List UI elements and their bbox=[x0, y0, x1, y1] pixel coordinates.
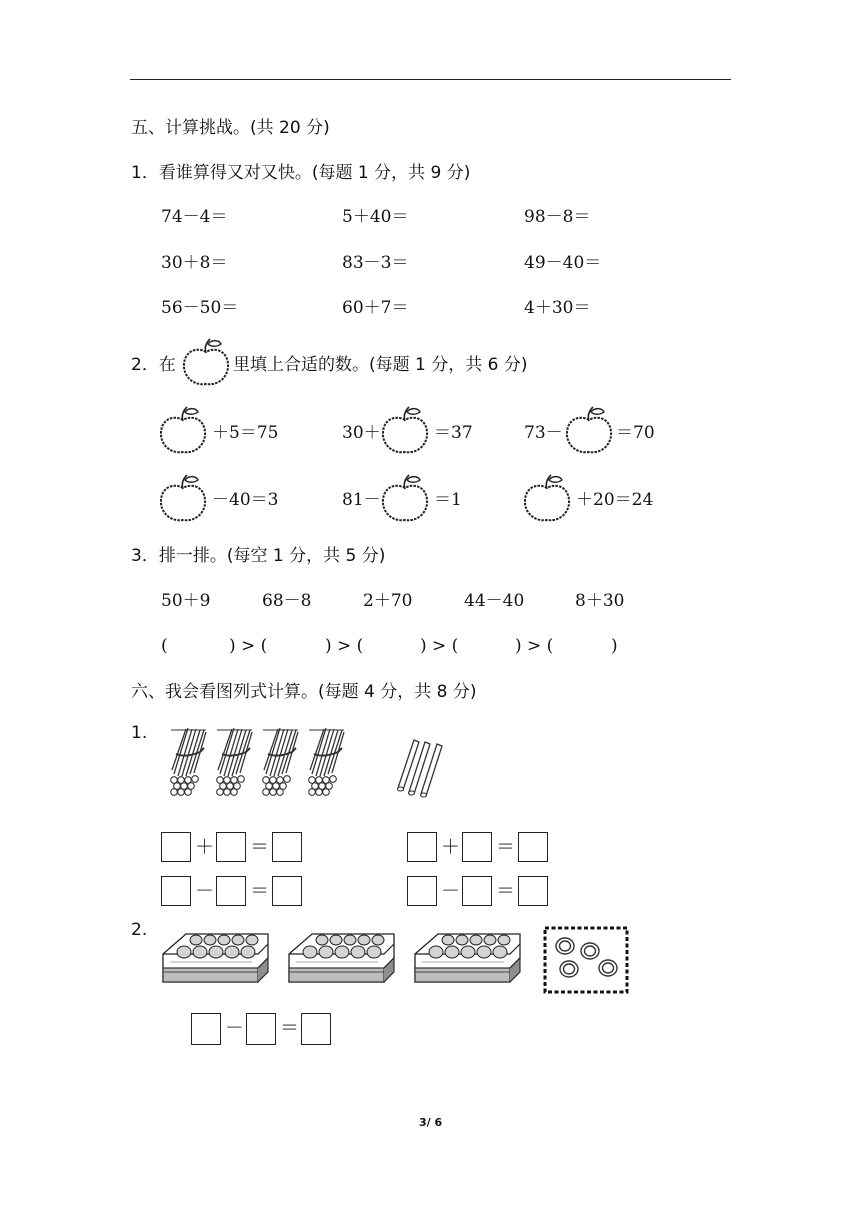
calc-item: 5＋40＝ bbox=[342, 207, 409, 227]
answer-box[interactable] bbox=[191, 1013, 221, 1045]
calc-item: 56－50＝ bbox=[161, 298, 239, 318]
answer-box[interactable] bbox=[161, 832, 191, 862]
plus-sign: ＋ bbox=[195, 836, 215, 858]
minus-sign: － bbox=[195, 880, 215, 902]
minus-sign: － bbox=[225, 1017, 245, 1039]
answer-box[interactable] bbox=[272, 876, 302, 906]
loose-eggs-box-icon bbox=[543, 926, 629, 994]
calc-item: 30＋8＝ bbox=[161, 253, 228, 273]
answer-box[interactable] bbox=[407, 832, 437, 862]
answer-box[interactable] bbox=[246, 1013, 276, 1045]
order-expression: 50＋9 bbox=[161, 591, 211, 611]
apple-icon bbox=[522, 472, 572, 524]
q2-expr-post: ＝37 bbox=[434, 423, 473, 443]
apple-icon bbox=[158, 404, 208, 456]
q2-expr-post: －40＝3 bbox=[212, 490, 279, 510]
answer-box[interactable] bbox=[216, 832, 246, 862]
order-expression: 44－40 bbox=[464, 591, 525, 611]
blank-open: ( bbox=[161, 636, 168, 656]
answer-box[interactable] bbox=[407, 876, 437, 906]
section6-title: 六、我会看图列式计算。(每题 4 分，共 8 分) bbox=[131, 682, 477, 702]
order-expression: 8＋30 bbox=[575, 591, 625, 611]
q2-title-pre: 2．在 bbox=[131, 355, 176, 375]
equals-sign: ＝ bbox=[496, 880, 516, 902]
stick-bundles-illustration bbox=[166, 724, 352, 798]
q2-expr-post: ＋20＝24 bbox=[576, 490, 654, 510]
apple-icon bbox=[564, 404, 614, 456]
blank-compare: ) > ( bbox=[420, 636, 459, 656]
s6-q2-label: 2. bbox=[131, 920, 148, 940]
blank-compare: ) > ( bbox=[229, 636, 268, 656]
answer-box[interactable] bbox=[462, 832, 492, 862]
answer-box[interactable] bbox=[272, 832, 302, 862]
equals-sign: ＝ bbox=[250, 880, 270, 902]
page-number: 3/ 6 bbox=[419, 1116, 443, 1129]
q2-expr-pre: 30＋ bbox=[342, 423, 381, 443]
calc-item: 98－8＝ bbox=[524, 207, 591, 227]
header-rule bbox=[130, 79, 731, 80]
order-expression: 68－8 bbox=[262, 591, 312, 611]
q2-expr-post: ＝1 bbox=[434, 490, 462, 510]
answer-box[interactable] bbox=[161, 876, 191, 906]
q2-expr-pre: 81－ bbox=[342, 490, 381, 510]
s6-q1-label: 1. bbox=[131, 723, 148, 743]
apple-icon bbox=[380, 404, 430, 456]
blank-compare: ) > ( bbox=[515, 636, 554, 656]
apple-icon bbox=[181, 336, 231, 388]
calc-item: 4＋30＝ bbox=[524, 298, 591, 318]
q3-title: 3．排一排。(每空 1 分，共 5 分) bbox=[131, 546, 386, 566]
section5-title: 五、计算挑战。(共 20 分) bbox=[131, 118, 330, 138]
calc-item: 49－40＝ bbox=[524, 253, 602, 273]
minus-sign: － bbox=[441, 880, 461, 902]
q1-title: 1．看谁算得又对又快。(每题 1 分，共 9 分) bbox=[131, 163, 471, 183]
egg-tray-icon bbox=[414, 928, 522, 986]
answer-box[interactable] bbox=[518, 832, 548, 862]
q2-expr-pre: 73－ bbox=[524, 423, 563, 443]
equals-sign: ＝ bbox=[280, 1017, 300, 1039]
single-sticks-illustration bbox=[394, 736, 452, 798]
answer-box[interactable] bbox=[462, 876, 492, 906]
q2-title-post: 里填上合适的数。(每题 1 分，共 6 分) bbox=[233, 355, 528, 375]
calc-item: 74－4＝ bbox=[161, 207, 228, 227]
answer-box[interactable] bbox=[301, 1013, 331, 1045]
q2-expr-post: ＋5＝75 bbox=[212, 423, 279, 443]
egg-tray-icon bbox=[288, 928, 396, 986]
answer-box[interactable] bbox=[216, 876, 246, 906]
apple-icon bbox=[380, 472, 430, 524]
calc-item: 83－3＝ bbox=[342, 253, 409, 273]
calc-item: 60＋7＝ bbox=[342, 298, 409, 318]
equals-sign: ＝ bbox=[496, 836, 516, 858]
equals-sign: ＝ bbox=[250, 836, 270, 858]
order-expression: 2＋70 bbox=[363, 591, 413, 611]
egg-tray-icon bbox=[162, 928, 270, 986]
blank-close: ) bbox=[611, 636, 618, 656]
answer-box[interactable] bbox=[518, 876, 548, 906]
q2-expr-post: ＝70 bbox=[616, 423, 655, 443]
blank-compare: ) > ( bbox=[325, 636, 364, 656]
plus-sign: ＋ bbox=[441, 836, 461, 858]
apple-icon bbox=[158, 472, 208, 524]
